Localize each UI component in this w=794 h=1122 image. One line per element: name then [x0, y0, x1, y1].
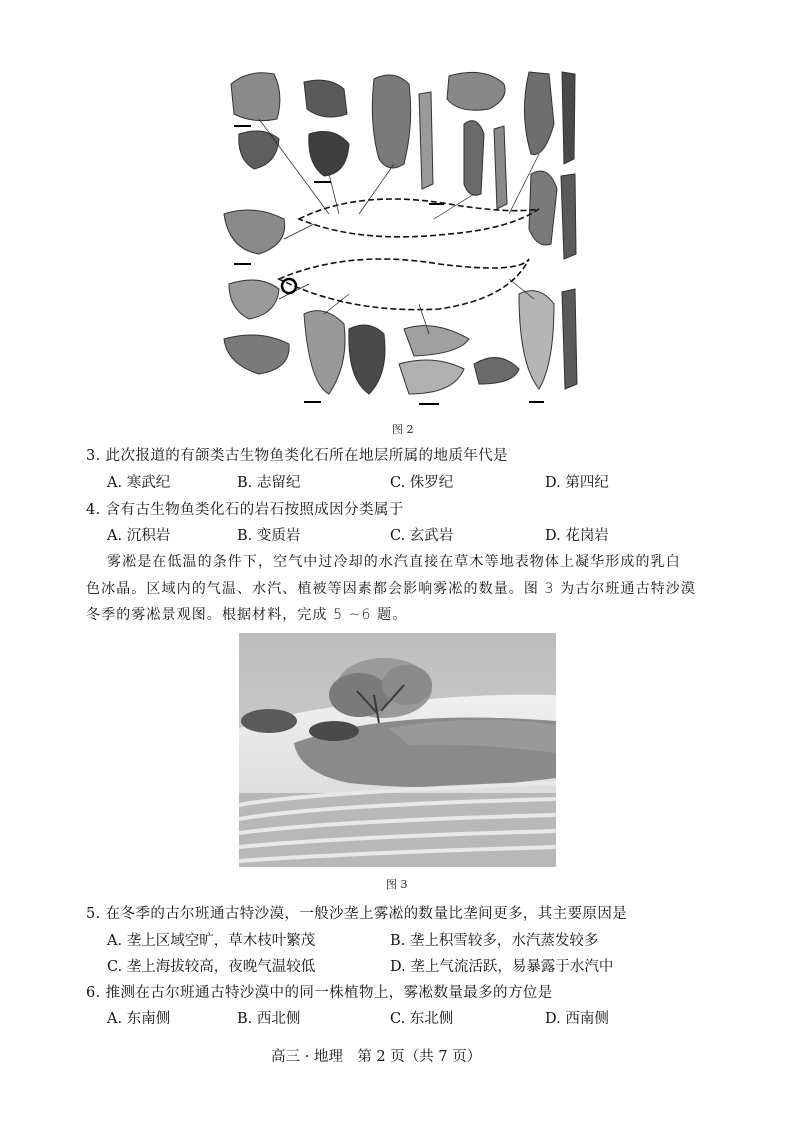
question-6-option-a[interactable]: A. 东南侧: [107, 1011, 171, 1027]
question-3-option-b[interactable]: B. 志留纪: [237, 475, 301, 491]
question-3-option-a[interactable]: A. 寒武纪: [107, 475, 171, 491]
question-6-option-b[interactable]: B. 西北侧: [237, 1011, 301, 1027]
question-5-option-a[interactable]: A. 垄上区域空旷，草木枝叶繁茂: [107, 933, 316, 949]
fossil-illustration: [219, 64, 583, 409]
question-5-option-d[interactable]: D. 垄上气流活跃，易暴露于水汽中: [390, 959, 614, 975]
material-line-1: 雾凇是在低温的条件下，空气中过冷却的水汽直接在草木等地表物体上凝华形成的乳白: [107, 554, 681, 570]
material-line-2: 色冰晶。区域内的气温、水汽、植被等因素都会影响雾凇的数量。图 3 为古尔班通古特沙漠: [86, 581, 697, 597]
question-3-option-d[interactable]: D. 第四纪: [545, 475, 609, 491]
question-6-option-c[interactable]: C. 东北侧: [390, 1011, 454, 1027]
figure-2-caption: 图 2: [392, 423, 414, 436]
question-6-option-d[interactable]: D. 西南侧: [545, 1011, 609, 1027]
page-footer: 高三 · 地理 第 2 页（共 7 页）: [271, 1049, 482, 1065]
question-4-option-d[interactable]: D. 花岗岩: [545, 528, 609, 544]
question-5-option-b[interactable]: B. 垄上积雪较多，水汽蒸发较多: [390, 933, 599, 949]
desert-rime-photo: [239, 633, 556, 867]
fossil-figure: [219, 64, 583, 409]
question-4-option-a[interactable]: A. 沉积岩: [107, 528, 171, 544]
question-6-stem: 6. 推测在古尔班通古特沙漠中的同一株植物上，雾凇数量最多的方位是: [86, 985, 553, 1001]
question-3-option-c[interactable]: C. 侏罗纪: [390, 475, 454, 491]
question-3-stem: 3. 此次报道的有颌类古生物鱼类化石所在地层所属的地质年代是: [86, 448, 508, 464]
figure-3-caption: 图 3: [386, 878, 408, 891]
question-4-option-c[interactable]: C. 玄武岩: [390, 528, 454, 544]
desert-rime-image: [239, 633, 556, 867]
question-5-option-c[interactable]: C. 垄上海拔较高，夜晚气温较低: [107, 959, 316, 975]
question-4-option-b[interactable]: B. 变质岩: [237, 528, 301, 544]
question-5-stem: 5. 在冬季的古尔班通古特沙漠，一般沙垄上雾凇的数量比垄间更多，其主要原因是: [86, 906, 628, 922]
question-4-stem: 4. 含有古生物鱼类化石的岩石按照成因分类属于: [86, 502, 404, 518]
material-line-3: 冬季的雾凇景观图。根据材料，完成 5 ~6 题。: [86, 607, 408, 623]
